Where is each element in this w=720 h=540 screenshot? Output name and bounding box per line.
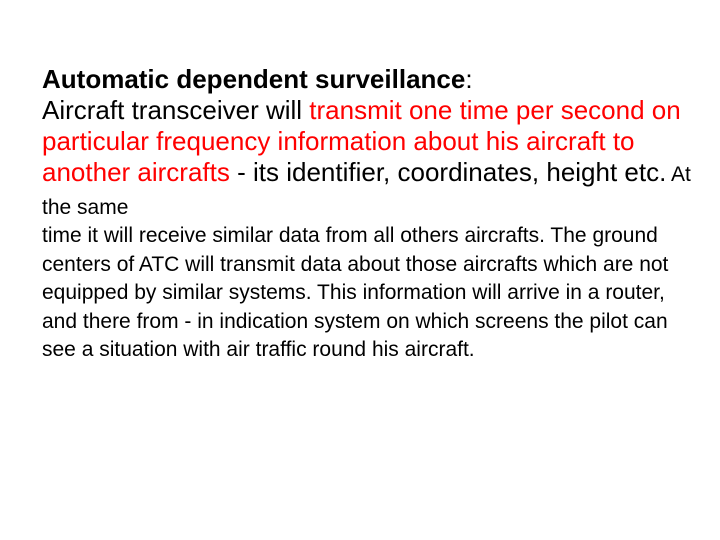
small-tail-text: At the same <box>42 163 691 219</box>
body-paragraph: time it will receive similar data from all others aircrafts. The ground centers of ATC will transmit data about those aircrafts which are not equipped by similar systems. This information will arrive in a router, and there from - in indication system on which screens the pilot can see a situation with air traffic round his aircraft. <box>42 224 669 361</box>
heading-colon: : <box>465 64 473 94</box>
continuation-text: - its identifier, coordinates, height etc. <box>229 157 667 187</box>
highlighted-text: transmit one time per second on particular frequency information about his aircraft to another aircrafts <box>42 95 681 187</box>
heading: Automatic dependent surveillance <box>42 64 466 94</box>
slide-content <box>42 64 692 365</box>
main-paragraph <box>42 64 692 223</box>
intro-text: Aircraft transceiver will <box>42 95 310 125</box>
